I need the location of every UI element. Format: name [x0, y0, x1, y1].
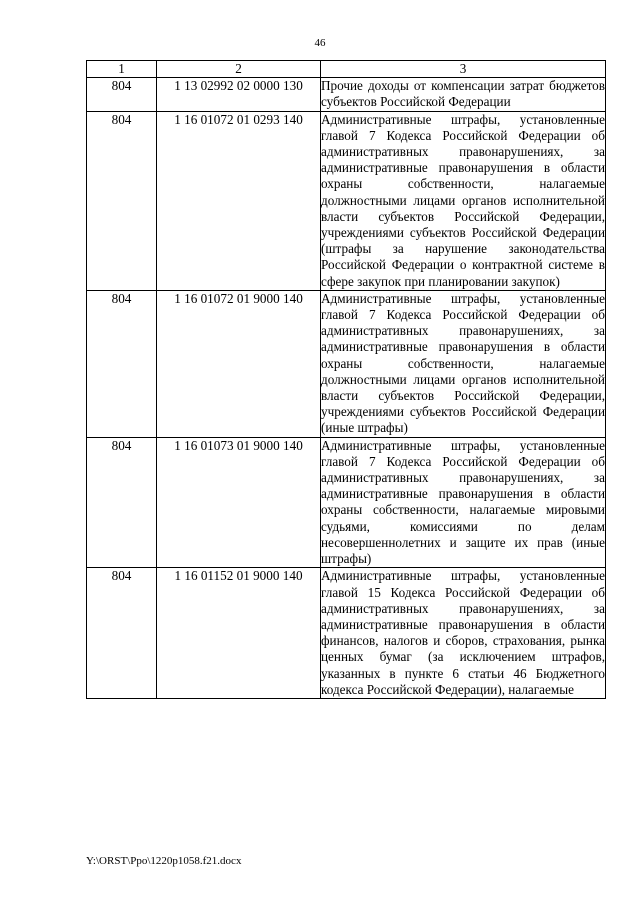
- admin-code-cell: 804: [87, 111, 157, 290]
- revenue-name-cell: Административные штрафы, установленные главой 7 Кодекса Российской Федерации об административных правонарушениях, за административные правонарушения в области охраны собственности, налагаемые должностными лицами органов исполнительной власти субъектов Российской Федерации, учреждениями субъектов Российской Федерации (иные штрафы): [321, 290, 605, 436]
- table-header-row: [87, 61, 606, 78]
- table-row: [87, 78, 606, 111]
- admin-code-cell: 804: [87, 290, 157, 437]
- admin-code-cell: 804: [87, 78, 157, 111]
- revenue-name-cell: Прочие доходы от компенсации затрат бюджетов субъектов Российской Федерации: [321, 78, 605, 110]
- revenue-code-cell: 1 16 01072 01 9000 140: [157, 290, 321, 437]
- admin-code-cell: 804: [87, 437, 157, 568]
- table-row: [87, 111, 606, 290]
- revenue-name-cell: Административные штрафы, установленные главой 7 Кодекса Российской Федерации об административных правонарушениях, за административные правонарушения в области охраны собственности, налагаемые должностными лицами органов исполнительной власти субъектов Российской Федерации, учреждениями субъектов Российской Федерации (штрафы за нарушение законодательства Российской Федерации о контрактной системе в сфере закупок при планировании закупок): [321, 111, 605, 289]
- revenue-code-cell: 1 16 01073 01 9000 140: [157, 437, 321, 568]
- revenue-name-cell: Административные штрафы, установленные главой 7 Кодекса Российской Федерации об административных правонарушениях, за административные правонарушения в области охраны собственности, налагаемые мировыми судьями, комиссиями по делам несовершеннолетних и защите их прав (иные штрафы): [321, 437, 605, 567]
- page-number: 46: [314, 37, 326, 49]
- revenue-code-cell: 1 16 01152 01 9000 140: [157, 568, 321, 699]
- revenue-code-cell: 1 13 02992 02 0000 130: [157, 78, 321, 111]
- revenue-code-cell: 1 16 01072 01 0293 140: [157, 111, 321, 290]
- column-header-1: 1: [87, 61, 157, 78]
- column-header-3: 3: [321, 61, 606, 78]
- revenue-codes-table: [86, 60, 606, 699]
- table-row: [87, 568, 606, 699]
- column-header-2: 2: [157, 61, 321, 78]
- footer-file-path: Y:\ORST\Ppo\1220p1058.f21.docx: [86, 855, 242, 867]
- table-row: [87, 290, 606, 437]
- revenue-name-cell: Административные штрафы, установленные главой 15 Кодекса Российской Федерации об административных правонарушениях, за административные правонарушения в области финансов, налогов и сборов, страхования, рынка ценных бумаг (за исключением штрафов, указанных в пункте 6 статьи 46 Бюджетного кодекса Российской Федерации), налагаемые: [321, 568, 605, 697]
- admin-code-cell: 804: [87, 568, 157, 699]
- table-row: [87, 437, 606, 568]
